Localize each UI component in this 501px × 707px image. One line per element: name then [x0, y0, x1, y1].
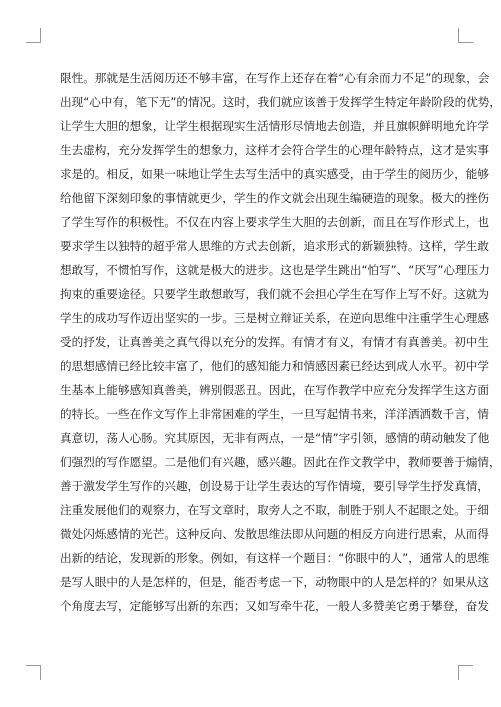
text-line-19: 注重发展他们的观察力，在写文章时，取旁人之不取，制胜于别人不起眼之处。于细 [60, 503, 489, 517]
text-line-2: 出现“心中有，笔下无”的情况。这时，我们就应该善于发挥学生特定年龄阶段的优势， [60, 95, 501, 109]
text-line-12: 受的抒发，让真善美之真气得以充分的发挥。有情才有义，有情才有真善美。初中生 [60, 335, 489, 349]
text-line-3: 让学生大胆的想象，让学生根据现实生活情形尽情地去创造，并且旗帜鲜明地允许学 [60, 119, 489, 133]
text-line-13: 的思想感情已经比较丰富了，他们的感知能力和情感因素已经达到成人水平。初中学 [60, 359, 489, 373]
crop-mark-bottom-left [26, 665, 41, 680]
text-line-16: 真意切，荡人心肠。究其原因，无非有两点，一是“情”字引领，感情的萌动触发了他 [60, 431, 490, 445]
text-line-18: 善于激发学生写作的兴趣，创设易于让学生表达的写作情境，要引导学生抒发真情， [60, 479, 489, 493]
text-line-20: 微处闪烁感情的光芒。这种反向、发散思维法即从问题的相反方向进行思索，从而得 [60, 527, 489, 541]
body-paragraph [60, 66, 501, 618]
text-line-8: 要求学生以独特的超乎常人思维的方式去创新，追求形式的新颖独特。这样，学生敢 [60, 239, 489, 253]
text-line-1: 限性。那就是生活阅历还不够丰富，在写作上还存在着“心有余而力不足”的现象，会 [60, 71, 490, 85]
text-line-4: 生去虚构，充分发挥学生的想象力，这样才会符合学生的心理年龄特点，这才是实事 [60, 143, 489, 157]
text-line-15: 的特长。一些在作文写作上非常困难的学生，一旦写起情书来，洋洋洒洒数千言，情 [60, 407, 489, 421]
text-line-23: 个角度去写，定能够写出新的东西；又如写牵牛花，一般人多赞美它勇于攀登，奋发 [60, 599, 489, 613]
text-line-10: 拘束的重要途径。只要学生敢想敢写，我们就不会担心学生在写作上写不好。这就为 [60, 287, 489, 301]
text-line-17: 们强烈的写作愿望。二是他们有兴趣，感兴趣。因此在作文教学中，教师要善于煽情， [60, 455, 501, 469]
crop-mark-top-right [458, 28, 473, 43]
text-line-22: 是写人眼中的人是怎样的，但是，能否考虑一下，动物眼中的人是怎样的？如果从这 [60, 575, 489, 589]
text-line-14: 生基本上能够感知真善美，辨别假恶丑。因此，在写作教学中应充分发挥学生这方面 [60, 383, 489, 397]
crop-mark-top-left [26, 28, 41, 43]
text-line-11: 学生的成功写作迈出坚实的一步。三是树立辩证关系，在逆向思维中注重学生心理感 [60, 311, 489, 325]
text-line-21: 出新的结论，发现新的形象。例如，有这样一个题目：“你眼中的人”，通常人的思维 [60, 551, 490, 565]
text-line-9: 想敢写，不惯怕写作，这就是极大的进步。这也是学生跳出“怕写”、“厌写”心理压力 [60, 263, 490, 277]
text-line-7: 了学生写作的积极性。不仅在内容上要求学生大胆的去创新，而且在写作形式上，也 [60, 215, 489, 229]
text-line-6: 给他留下深刻印象的事情就更少，学生的作文就会出现生编硬造的现象。极大的挫伤 [60, 191, 489, 205]
crop-mark-bottom-right [458, 665, 473, 680]
text-line-5: 求是的。相反，如果一味地让学生去写生活中的真实感受，由于学生的阅历少，能够 [60, 167, 489, 181]
